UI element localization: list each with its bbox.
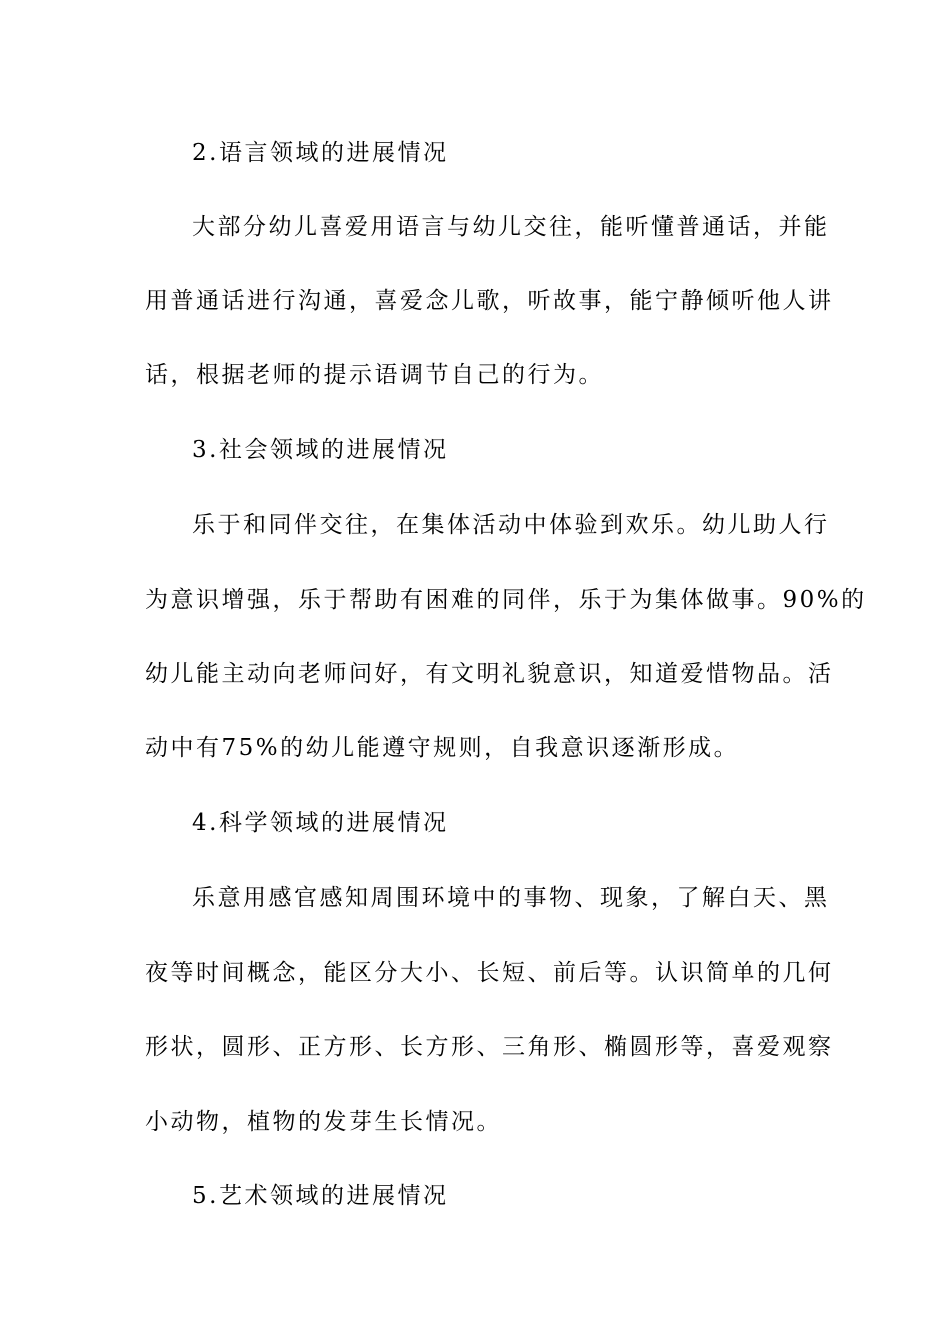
section-heading-science: 4.科学领域的进展情况 [192,810,449,836]
paragraph-line: 乐意用感官感知周围环境中的事物、现象，了解白天、黑 [192,885,830,911]
paragraph-line: 话，根据老师的提示语调节自己的行为。 [145,362,604,388]
paragraph-line: 夜等时间概念，能区分大小、长短、前后等。认识简单的几何 [145,960,834,986]
paragraph-line: 为意识增强，乐于帮助有困难的同伴，乐于为集体做事。90%的 [145,587,867,613]
section-heading-social: 3.社会领域的进展情况 [192,437,449,463]
paragraph-line: 大部分幼儿喜爱用语言与幼儿交往，能听懂普通话，并能 [192,214,830,240]
section-heading-art: 5.艺术领域的进展情况 [192,1183,449,1209]
paragraph-line: 乐于和同伴交往，在集体活动中体验到欢乐。幼儿助人行 [192,512,830,538]
paragraph-line: 幼儿能主动向老师问好，有文明礼貌意识，知道爱惜物品。活 [145,661,834,687]
paragraph-line: 动中有75%的幼儿能遵守规则，自我意识逐渐形成。 [145,735,740,761]
paragraph-line: 用普通话进行沟通，喜爱念儿歌，听故事，能宁静倾听他人讲 [145,288,834,314]
paragraph-line: 小动物，植物的发芽生长情况。 [145,1109,502,1135]
paragraph-line: 形状，圆形、正方形、长方形、三角形、椭圆形等，喜爱观察 [145,1034,834,1060]
section-heading-language: 2.语言领域的进展情况 [192,140,449,166]
